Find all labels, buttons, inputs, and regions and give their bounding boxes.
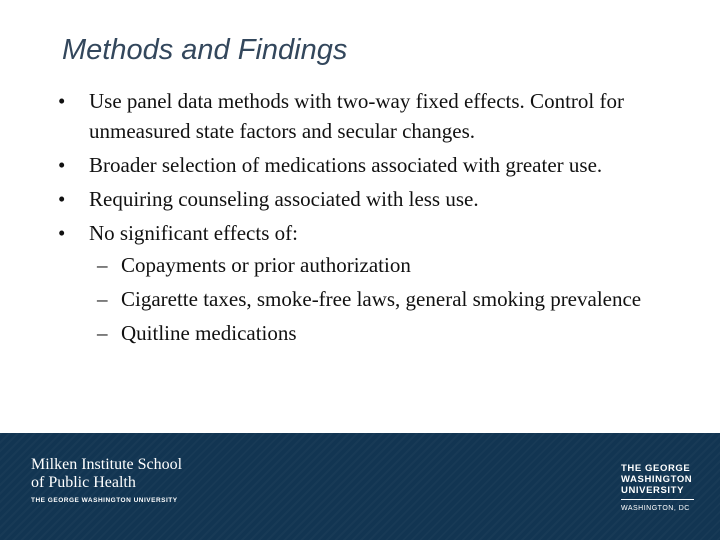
bullet-item: [58, 86, 678, 146]
bullet-item: [58, 218, 678, 348]
sub-bullet-text: Cigarette taxes, smoke-free laws, general smoking prevalence: [121, 287, 642, 311]
bullet-mark: •: [58, 187, 66, 211]
bullet-list: [58, 86, 678, 352]
bullet-item: [58, 184, 678, 214]
slide-title: Methods and Findings: [62, 34, 348, 66]
sub-bullet-text: Quitline medications: [121, 321, 297, 345]
bullet-text: Use panel data methods with two-way fixed effects. Control for unmeasured state factors and secular changes.: [89, 89, 624, 143]
footer-banner: [0, 433, 720, 540]
dash-mark: –: [97, 253, 108, 277]
gwu-logo-line2: WASHINGTON: [621, 474, 693, 485]
milken-logo-line1: Milken Institute School: [31, 456, 183, 473]
bullet-text: Broader selection of medications associated with greater use.: [89, 153, 603, 177]
gwu-logo-line1: THE GEORGE: [621, 463, 691, 474]
sub-bullet-text: Copayments or prior authorization: [121, 253, 411, 277]
sub-bullet-item: [89, 284, 678, 314]
bullet-mark: •: [58, 221, 66, 245]
bullet-item: [58, 150, 678, 180]
gwu-logo-line3: UNIVERSITY: [621, 485, 685, 496]
dash-mark: –: [97, 287, 108, 311]
gwu-logo-divider: [621, 499, 694, 500]
bullet-text: No significant effects of:: [89, 221, 298, 245]
sub-bullet-item: [89, 318, 678, 348]
sub-bullet-item: [89, 250, 678, 280]
milken-logo-line2: of Public Health: [31, 474, 136, 491]
milken-logo-subtitle: THE GEORGE WASHINGTON UNIVERSITY: [31, 497, 178, 504]
sub-bullet-list: [89, 250, 678, 348]
dash-mark: –: [97, 321, 108, 345]
bullet-mark: •: [58, 89, 66, 113]
bullet-mark: •: [58, 153, 66, 177]
gwu-logo-location: WASHINGTON, DC: [621, 505, 690, 512]
bullet-text: Requiring counseling associated with less use.: [89, 187, 479, 211]
